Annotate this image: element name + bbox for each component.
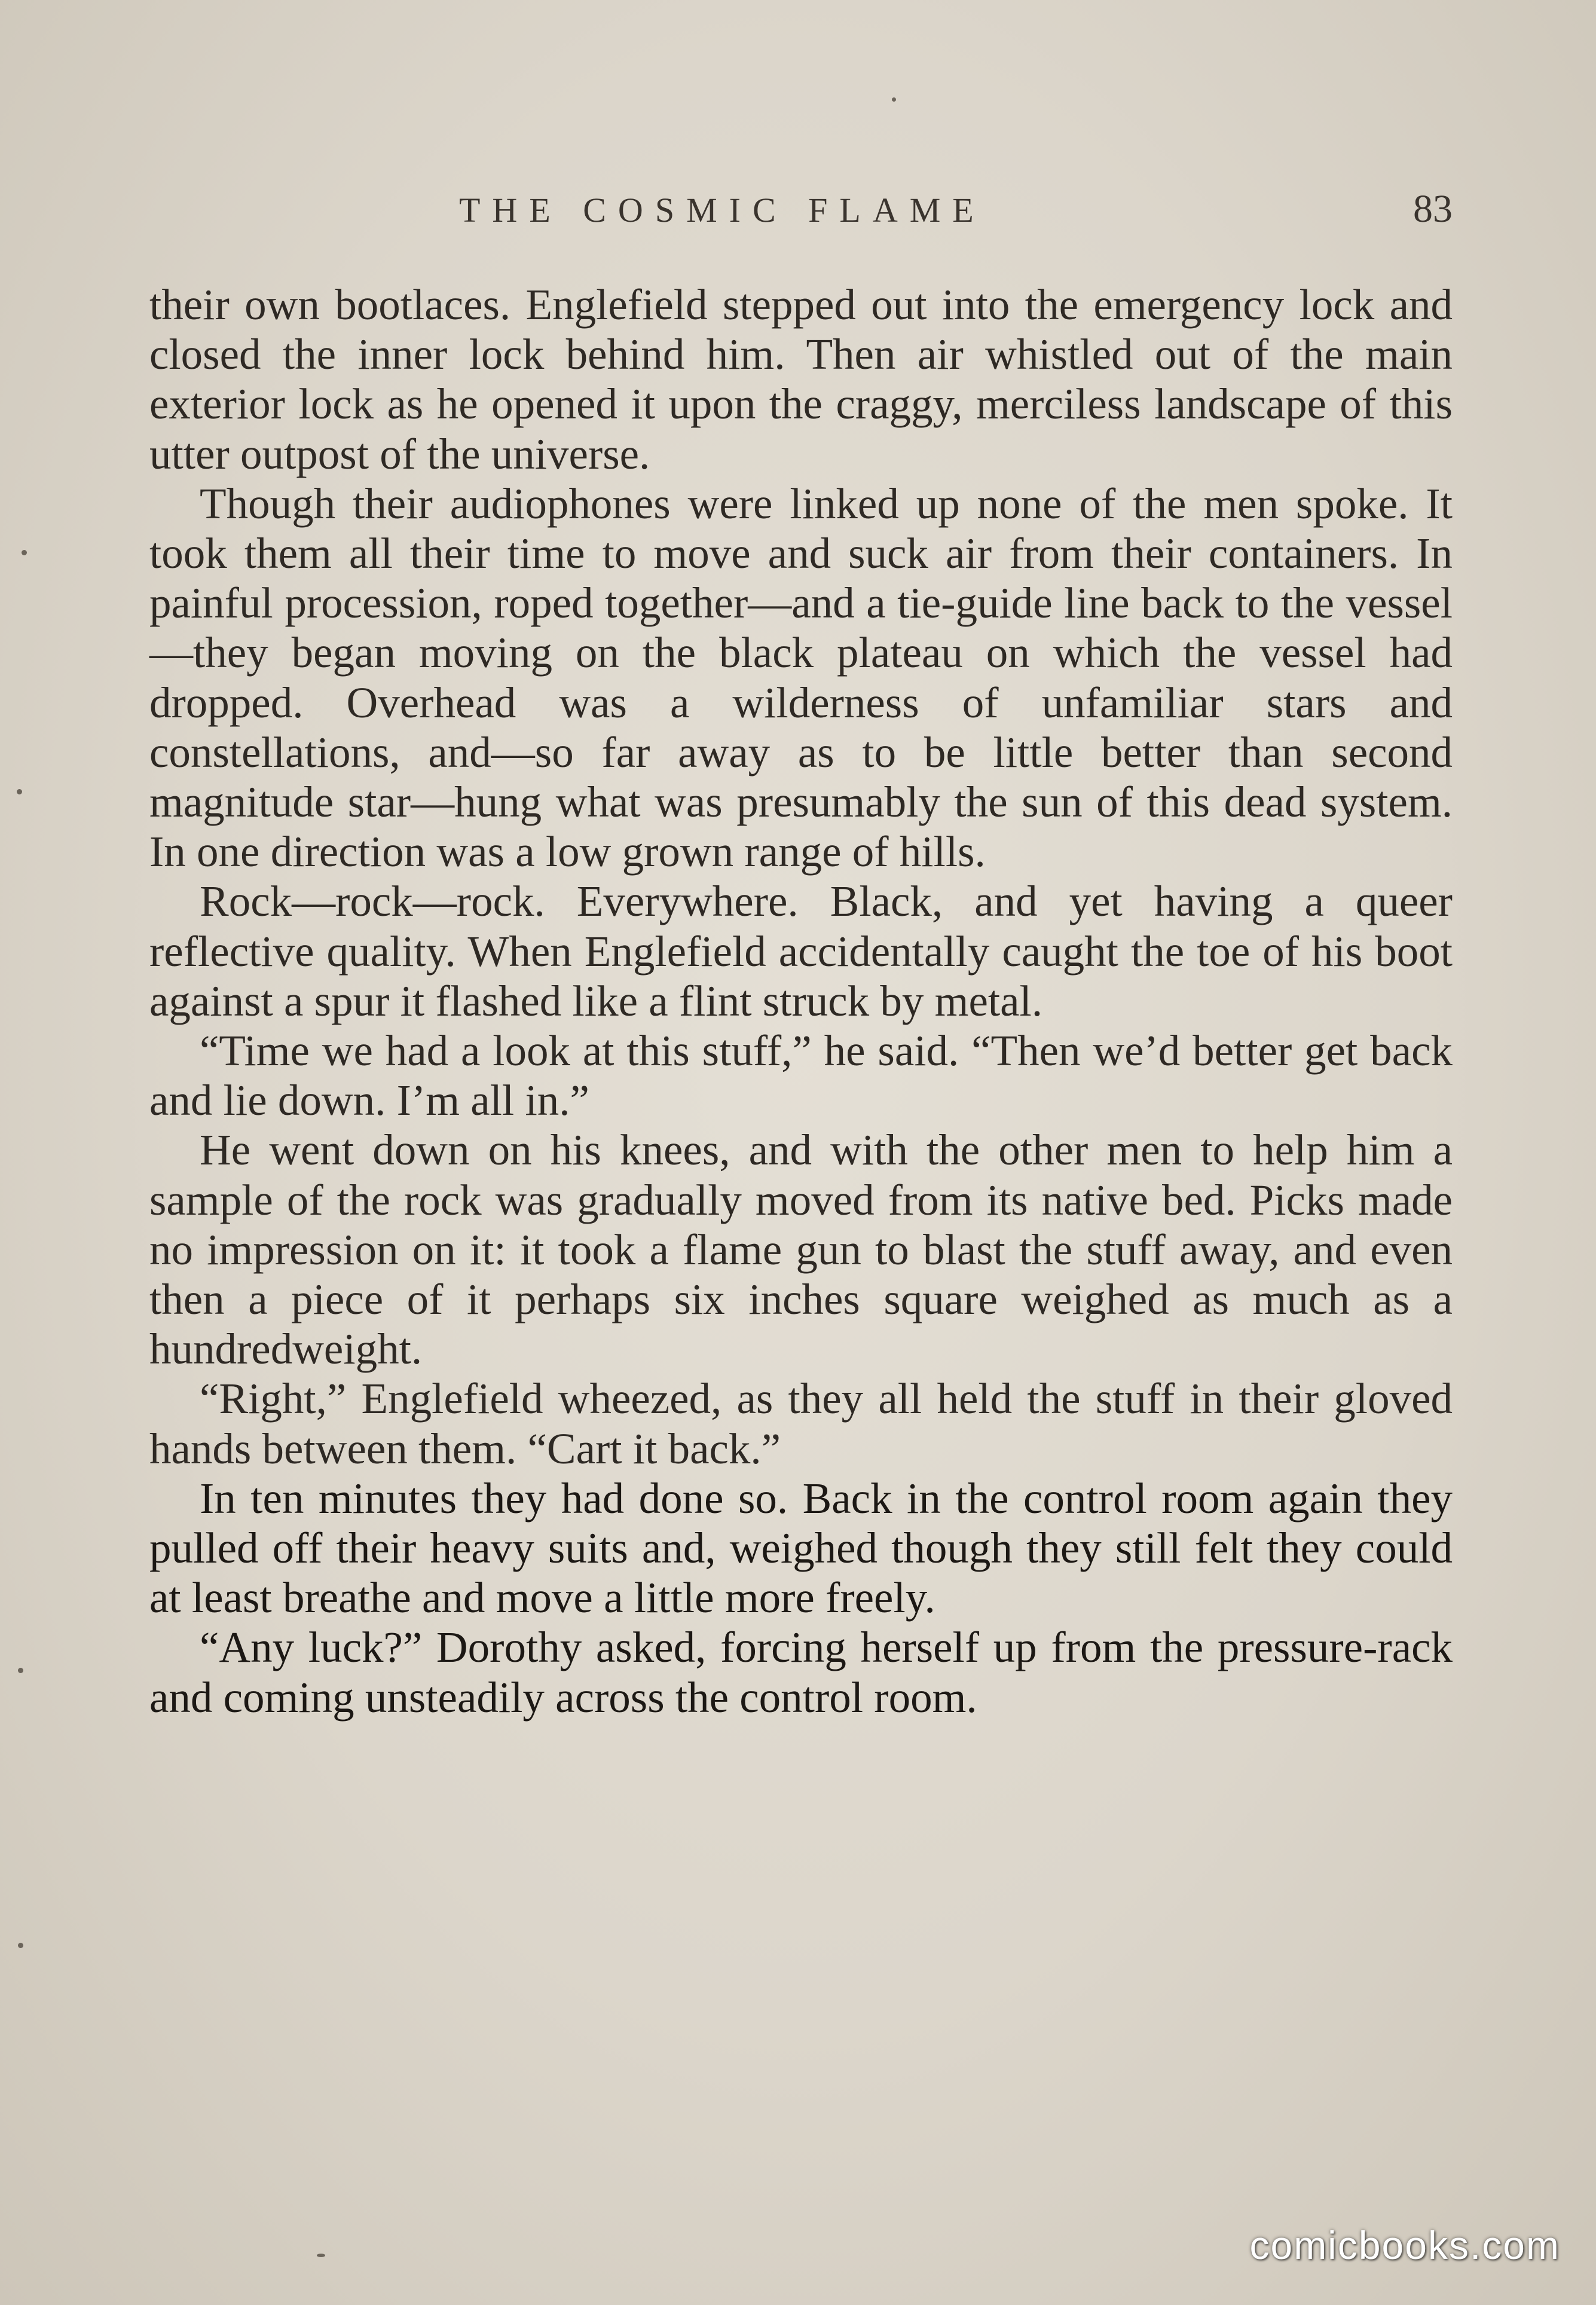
paragraph-3: Rock—rock—rock. Everywhere. Black, and yet having a queer reflective quality. When Englefield accidentally caught the toe of his boot against a spur it flashed like a flint struck by metal. <box>149 877 1453 1025</box>
paper-speck <box>317 2254 325 2257</box>
paragraph-7: In ten minutes they had done so. Back in the control room again they pulled off their heavy suits and, weighed though they still felt they could at least breathe and move a little more freely. <box>149 1474 1453 1622</box>
paragraph-2: Though their audiophones were linked up none of the men spoke. It took them all their time to move and suck air from their containers. In painful procession, roped together—and a tie-guide line back to the vessel—they began moving on the black plateau on which the vessel had dropped. Overhead was a wilderness of unfamiliar stars and constellations, and—so far away as to be little better than second magnitude star—hung what was presumably the sun of this dead system. In one direction was a low grown range of hills. <box>149 479 1453 876</box>
body-text <box>149 280 1453 1722</box>
running-head <box>149 187 1453 238</box>
paper-speck <box>18 1668 23 1673</box>
paragraph-1: their own bootlaces. Englefield stepped out into the emergency lock and closed the inner lock behind him. Then air whistled out of the main exterior lock as he opened it upon the craggy, merciless landscape of this utter outpost of the universe. <box>149 280 1453 478</box>
paper-speck <box>18 1943 23 1948</box>
watermark: comicbooks.com <box>1249 2223 1560 2267</box>
paragraph-8: “Any luck?” Dorothy asked, forcing herself up from the pressure-rack and coming unsteadily across the control room. <box>149 1623 1453 1722</box>
paragraph-5: He went down on his knees, and with the other men to help him a sample of the rock was gradually moved from its native bed. Picks made no impression on it: it took a flame gun to blast the stuff away, and even then a piece of it perhaps six inches square weighed as much as a hundredweight. <box>149 1126 1453 1374</box>
paragraph-4: “Time we had a look at this stuff,” he said. “Then we’d better get back and lie down. I’m all in.” <box>149 1026 1453 1125</box>
page-number: 83 <box>1413 187 1453 231</box>
paper-speck <box>892 97 896 102</box>
paper-speck <box>22 550 27 555</box>
book-title: THE COSMIC FLAME <box>459 191 986 230</box>
paper-speck <box>17 789 22 794</box>
paragraph-6: “Right,” Englefield wheezed, as they all held the stuff in their gloved hands between them. “Cart it back.” <box>149 1374 1453 1473</box>
